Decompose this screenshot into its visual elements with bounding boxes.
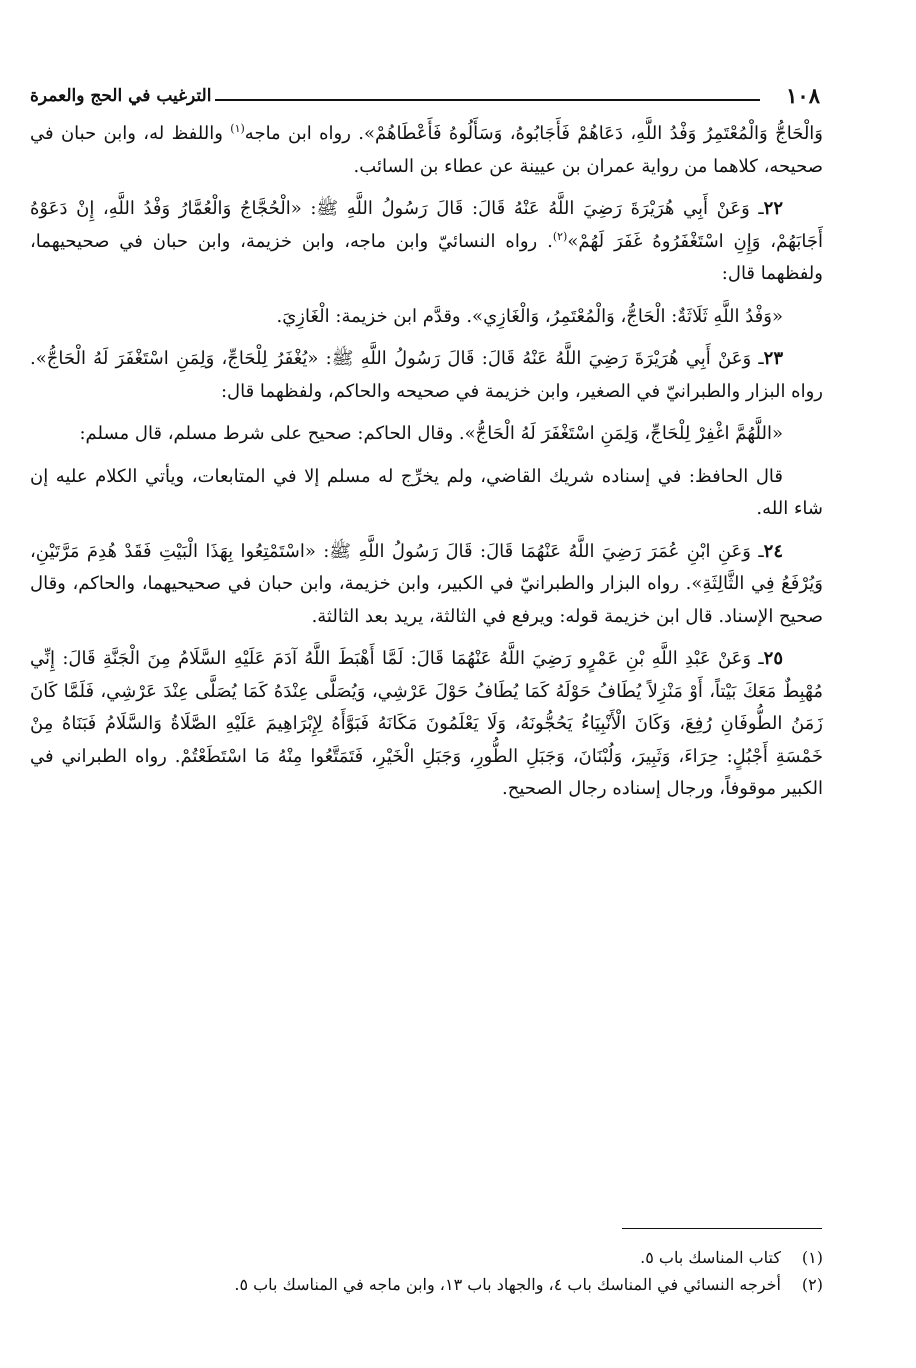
hadith-number: ٢٥ bbox=[763, 648, 783, 669]
running-title: الترغيب في الحج والعمرة bbox=[30, 86, 212, 106]
hadith-number: ٢٢ bbox=[763, 198, 783, 219]
footnote-ref: (٢) bbox=[552, 229, 568, 243]
header-rule bbox=[215, 99, 760, 101]
footnote-ref: (١) bbox=[230, 122, 245, 135]
paragraph-text: . رواه النسائيّ وابن ماجه، وابن خزيمة، وابن حبان في صحيحيهما، ولفظهما قال: bbox=[30, 230, 823, 284]
paragraph-text: واللفظ له، وابن حبان في صحيحه، كلاهما من رواية عمران بن عيينة عن عطاء بن السائب. bbox=[30, 123, 823, 177]
paragraph-quote bbox=[30, 418, 823, 451]
paragraph-text: ـ وَعَنِ ابْنِ عُمَرَ رَضِيَ اللَّهُ عَنْهُمَا قَالَ: قَالَ رَسُولُ اللَّهِ ﷺ: «اسْتَمْتِعُوا بِهَذَا الْبَيْتِ فَقَدْ هُدِمَ مَرَّتَيْنِ، وَيُرْفَعُ فِي الثَّالِثَةِ». رواه البزار والطبرانيّ في الكبير، وابن خزيمة، وابن حبان في صحيحيهما، والحاكم، وقال صحيح الإسناد. قال ابن خزيمة قوله: ويرفع في الثالثة، يريد بعد الثالثة. bbox=[30, 540, 823, 627]
paragraph-text: «وَفْدُ اللَّهِ ثَلَاثَةٌ: الْحَاجُّ، وَالْمُعْتَمِرُ، وَالْغَازِي». وقدَّم ابن خزيمة: الْغَازِيَ. bbox=[276, 305, 783, 327]
paragraph-commentary bbox=[30, 461, 823, 526]
page-header bbox=[30, 84, 820, 110]
footnote-separator bbox=[622, 1228, 822, 1229]
paragraph-quote bbox=[30, 301, 823, 334]
main-text bbox=[30, 118, 823, 816]
page-number: ١٠٨ bbox=[786, 83, 820, 108]
paragraph-text: قال الحافظ: في إسناده شريك القاضي، ولم يخرِّج له مسلم إلا في المتابعات، ويأتي الكلام عليه إن شاء الله. bbox=[30, 465, 823, 519]
footnotes bbox=[30, 1244, 823, 1298]
hadith-25 bbox=[30, 643, 823, 806]
footnote-number: (١) bbox=[801, 1248, 823, 1267]
paragraph-continuation bbox=[30, 118, 823, 183]
footnote-number: (٢) bbox=[801, 1275, 823, 1294]
footnote-text: كتاب المناسك باب ٥. bbox=[640, 1248, 781, 1267]
hadith-24 bbox=[30, 536, 823, 634]
hadith-number: ٢٣ bbox=[763, 348, 783, 369]
footnote bbox=[30, 1244, 823, 1271]
paragraph-text: ـ وَعَنْ أَبِي هُرَيْرَةَ رَضِيَ اللَّهُ عَنْهُ قَالَ: قَالَ رَسُولُ اللَّهِ ﷺ: «يُغْفَرُ لِلْحَاجِّ، وَلِمَنِ اسْتَغْفَرَ لَهُ الْحَاجُّ». رواه البزار والطبرانيّ في الصغير، وابن خزيمة في صحيحه والحاكم، ولفظهما قال: bbox=[30, 348, 823, 402]
paragraph-text: وَالْحَاجُّ وَالْمُعْتَمِرُ وَفْدُ اللَّهِ، دَعَاهُمْ فَأَجَابُوهُ، وَسَأَلُوهُ فَأَعْطَاهُمْ». رواه ابن ماجه bbox=[244, 123, 823, 144]
hadith-22 bbox=[30, 193, 823, 291]
hadith-number: ٢٤ bbox=[763, 540, 783, 562]
footnote bbox=[30, 1271, 823, 1298]
paragraph-text: ـ وَعَنْ عَبْدِ اللَّهِ بْنِ عَمْرٍو رَضِيَ اللَّهُ عَنْهُمَا قَالَ: لَمَّا أَهْبَطَ اللَّهُ آدَمَ عَلَيْهِ السَّلَامُ مِنَ الْجَنَّةِ قَالَ: إِنِّي مُهْبِطٌ مَعَكَ بَيْتاً، أَوْ مَنْزِلاً يُطَافُ حَوْلَهُ كَمَا يُطَافُ حَوْلَ عَرْشِي، وَيُصَلَّى عِنْدَهُ كَمَا يُصَلَّى عِنْدَ عَرْشِي، فَلَمَّا كَانَ زَمَنُ الطُّوفَانِ رُفِعَ، وَكَانَ الْأَنْبِيَاءُ يَحُجُّونَهُ، وَلَا يَعْلَمُونَ مَكَانَهُ فَبَوَّأَهُ لِإِبْرَاهِيمَ عَلَيْهِ الصَّلَاةُ وَالسَّلَامُ فَبَنَاهُ مِنْ خَمْسَةِ أَجْبُلٍ: حِرَاءَ، وَثَبِيرَ، وَلُبْنَانَ، وَجَبَلِ الطُّورِ، وَجَبَلِ الْخَيْرِ، فَتَمَتَّعُوا مِنْهُ مَا اسْتَطَعْتُمْ. رواه الطبراني في الكبير موقوفاً، ورجال إسناده رجال الصحيح. bbox=[30, 648, 823, 799]
paragraph-text: ـ وَعَنْ أَبِي هُرَيْرَةَ رَضِيَ اللَّهُ عَنْهُ قَالَ: قَالَ رَسُولُ اللَّهِ ﷺ: «الْحُجَّاجُ وَالْعُمَّارُ وَفْدُ اللَّهِ، إِنْ دَعَوْهُ أَجَابَهُمْ، وَإِنِ اسْتَغْفَرُوهُ غَفَرَ لَهُمْ» bbox=[30, 198, 824, 252]
hadith-23 bbox=[30, 343, 823, 408]
footnote-text: أخرجه النسائي في المناسك باب ٤، والجهاد باب ١٣، وابن ماجه في المناسك باب ٥. bbox=[234, 1275, 781, 1294]
paragraph-text: «اللَّهُمَّ اغْفِرْ لِلْحَاجِّ، وَلِمَنِ اسْتَغْفَرَ لَهُ الْحَاجُّ». وقال الحاكم: صحيح على شرط مسلم، قال مسلم: bbox=[79, 423, 783, 444]
